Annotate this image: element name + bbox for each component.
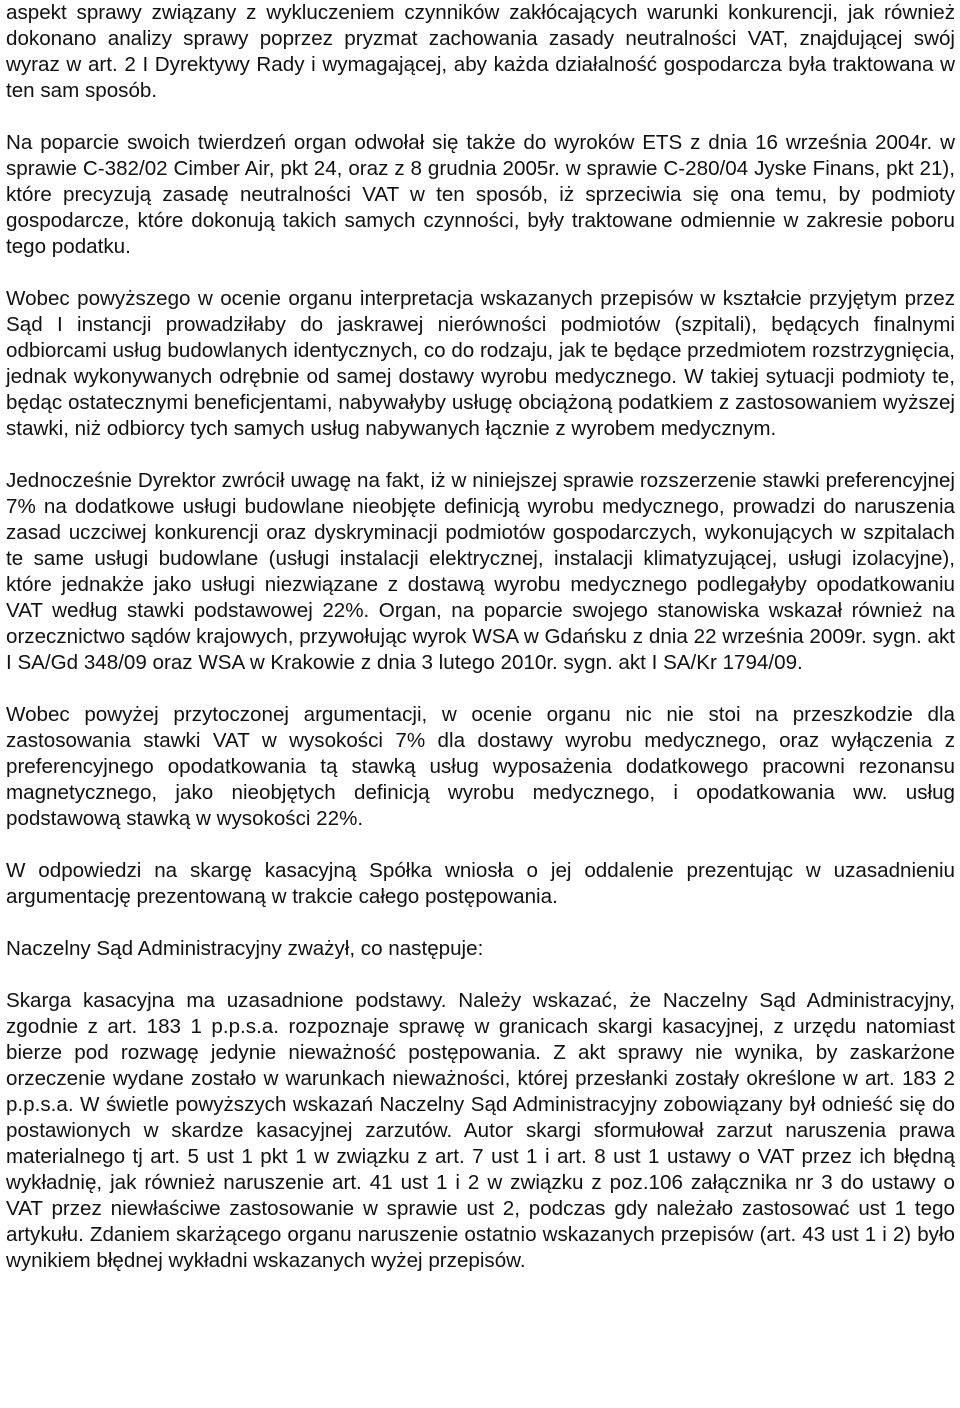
paragraph-competition-argument: Jednocześnie Dyrektor zwrócił uwagę na fakt, iż w niniejszej sprawie rozszerzenie stawki preferencyjnej 7% na dodatkowe usługi budowlane nieobjęte definicją wyrobu medycznego, prowadzi do naruszenia zasad uczciwej konkurencji oraz dyskryminacji podmiotów gospodarczych, wykonujących w szpitalach te same usługi budowlane (usługi instalacji elektrycznej, instalacji klimatyzującej, usługi izolacyjne), które jednakże jako usługi niezwiązane z dostawą wyrobu medycznego podlegałyby opodatkowaniu VAT według stawki podstawowej 22%. Organ, na poparcie swojego stanowiska wskazał również na orzecznictwo sądów krajowych, przywołując wyrok WSA w Gdańsku z dnia 22 września 2009r. sygn. akt I SA/Gd 348/09 oraz WSA w Krakowie z dnia 3 lutego 2010r. sygn. akt I SA/Kr 1794/09. [6,469,955,674]
paragraph-organ-conclusion: Wobec powyżej przytoczonej argumentacji, w ocenie organu nic nie stoi na przeszkodzie dla zastosowania stawki VAT w wysokości 7% dla dostawy wyrobu medycznego, oraz wyłączenia z preferencyjnego opodatkowania tą stawką usług wyposażenia dodatkowego pracowni rezonansu magnetycznego, jako nieobjętych definicją wyrobu medycznego, i opodatkowania ww. usług podstawową stawką w wysokości 22%. [6,703,955,830]
paragraph-company-response: W odpowiedzi na skargę kasacyjną Spółka wniosła o jej oddalenie prezentując w uzasadnieniu argumentację prezentowaną w trakcie całego postępowania. [6,859,955,908]
paragraph-ets-judgments: Na poparcie swoich twierdzeń organ odwołał się także do wyroków ETS z dnia 16 września 2004r. w sprawie C-382/02 Cimber Air, pkt 24, oraz z 8 grudnia 2005r. w sprawie C-280/04 Jyske Finans, pkt 21), które precyzują zasadę neutralności VAT w ten sposób, iż sprzeciwia się ona temu, by podmioty gospodarcze, które dokonują takich samych czynności, były traktowane odmiennie w zakresie poboru tego podatku. [6,131,955,258]
paragraph-court-heading: Naczelny Sąd Administracyjny zważył, co następuje: [6,937,484,960]
paragraph-neutrality-principle: aspekt sprawy związany z wykluczeniem czynników zakłócających warunki konkurencji, jak również dokonano analizy sprawy poprzez pryzmat zachowania zasady neutralności VAT, znajdującej swój wyraz w art. 2 I Dyrektywy Rady i wymagającej, aby każda działalność gospodarcza była traktowana w ten sam sposób. [6,1,955,102]
paragraph-inequality-argument: Wobec powyższego w ocenie organu interpretacja wskazanych przepisów w kształcie przyjętym przez Sąd I instancji prowadziłaby do jaskrawej nierówności podmiotów (szpitali), będących finalnymi odbiorcami usług budowlanych identycznych, co do rodzaju, jak te będące przedmiotem rozstrzygnięcia, jednak wykonywanych odrębnie od samej dostawy wyrobu medycznego. W takiej sytuacji podmioty te, będąc ostatecznymi beneficjentami, nabywałyby usługę obciążoną podatkiem z zastosowaniem wyższej stawki, niż odbiorcy tych samych usług nabywanych łącznie z wyrobem medycznym. [6,287,955,440]
document-body [6,0,955,1274]
paragraph-court-reasoning: Skarga kasacyjna ma uzasadnione podstawy. Należy wskazać, że Naczelny Sąd Administracyjny, zgodnie z art. 183 1 p.p.s.a. rozpoznaje sprawę w granicach skargi kasacyjnej, z urzędu natomiast bierze pod rozwagę jedynie nieważność postępowania. Z akt sprawy nie wynika, by zaskarżone orzeczenie wydane zostało w warunkach nieważności, której przesłanki zostały określone w art. 183 2 p.p.s.a. W świetle powyższych wskazań Naczelny Sąd Administracyjny zobowiązany był odnieść się do postawionych w skardze kasacyjnej zarzutów. Autor skargi sformułował zarzut naruszenia prawa materialnego tj art. 5 ust 1 pkt 1 w związku z art. 7 ust 1 i art. 8 ust 1 ustawy o VAT przez ich błędną wykładnię, jak również naruszenie art. 41 ust 1 i 2 w związku z poz.106 załącznika nr 3 do ustawy o VAT przez niewłaściwe zastosowanie w sprawie ust 2, podczas gdy należało zastosować ust 1 tego artykułu. Zdaniem skarżącego organu naruszenie ostatnio wskazanych przepisów (art. 43 ust 1 i 2) było wynikiem błędnej wykładni wskazanych wyżej przepisów. [6,989,955,1272]
